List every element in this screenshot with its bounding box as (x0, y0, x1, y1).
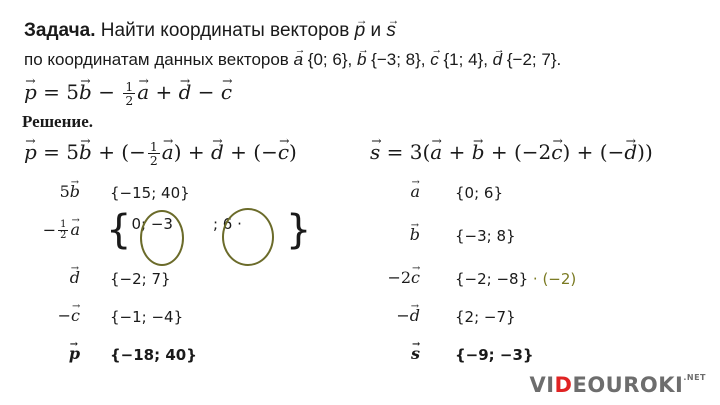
vector-b-coords: {−3; 8}, (371, 50, 426, 69)
formula-c: → c (221, 80, 232, 104)
solution-label: Решение. (22, 112, 93, 131)
right-row1-value: {0; 6} (455, 184, 503, 202)
formula-c: → c (278, 140, 289, 164)
formula-part: − (197, 80, 215, 105)
result-p-label: → p (40, 344, 80, 363)
task-condition (24, 50, 561, 70)
formula-part: )) (637, 140, 653, 164)
row2-label: − $\frac{1}{2}$ → a (30, 220, 80, 242)
highlight-ellipse (140, 210, 184, 266)
formula-part: = 3( (386, 140, 431, 164)
formula-part: + (155, 80, 173, 105)
right-row2-label: → b (385, 225, 420, 244)
s-expansion-formula (370, 140, 653, 164)
vector-p: → p (355, 20, 366, 42)
formula-s: → s (370, 140, 380, 164)
formula-part: + (448, 140, 466, 164)
right-row3-label: −2→ c (370, 268, 420, 287)
p-definition-formula (24, 80, 232, 107)
formula-c: → c (551, 140, 562, 164)
result-p-value: {−18; 40} (110, 346, 197, 364)
formula-part: ) + (173, 140, 205, 165)
vector-d-coords: {−2; 7}. (506, 50, 562, 69)
formula-d: → d (179, 80, 192, 104)
row4-label: −→ c (40, 306, 80, 325)
right-row4-label: −→ d (380, 306, 420, 325)
formula-p: → p (24, 80, 37, 104)
formula-part: + (−2 (490, 140, 552, 164)
right-row3-value: {−2; −8} · (−2) (455, 270, 577, 288)
formula-b: → b (472, 140, 485, 164)
highlight-ellipse (222, 208, 274, 266)
right-row2-value: {−3; 8} (455, 227, 516, 245)
vector-s: → s (386, 20, 396, 42)
vector-a-coords: {0; 6}, (307, 50, 353, 69)
row1-label: 5→ b (40, 182, 80, 201)
row2-value: {0; −3 ; 6 · } (106, 207, 312, 253)
task-heading: Задача. (24, 20, 96, 41)
vector-b: → b (357, 50, 366, 70)
row3-value: {−2; 7} (110, 270, 171, 288)
fraction-one-half: $\frac{1}{2}$ (125, 79, 134, 109)
row1-value: {−15; 40} (110, 184, 190, 202)
vector-c-coords: {1; 4}, (443, 50, 488, 69)
formula-b: → b (79, 140, 92, 164)
row4-value: {−1; −4} (110, 308, 184, 326)
result-s-label: → s (385, 344, 420, 363)
vector-c: → c (430, 50, 439, 70)
task-statement (24, 20, 396, 42)
task-and: и (370, 20, 382, 41)
p-expansion-formula (24, 140, 297, 167)
formula-part: ) + (− (562, 140, 625, 164)
right-row1-label: → a (385, 182, 420, 201)
formula-part: + (− (230, 140, 278, 165)
right-row4-value: {2; −7} (455, 308, 516, 326)
formula-part: = 5 (43, 80, 80, 105)
vector-d: → d (493, 50, 502, 70)
formula-part: − (98, 80, 115, 105)
formula-a: → a (162, 140, 174, 164)
formula-part: ) (289, 140, 297, 165)
videouroki-logo: $VIDEOUROKI^{.NET}$ (529, 373, 706, 397)
task-text: Найти координаты векторов (100, 20, 350, 41)
vector-a: → a (294, 50, 303, 70)
condition-prefix: по координатам данных векторов (24, 50, 289, 69)
formula-b: → b (79, 80, 92, 104)
fraction-one-half: $\frac{1}{2}$ (149, 139, 158, 169)
result-s-value: {−9; −3} (455, 346, 534, 364)
row3-label: → d (40, 268, 80, 287)
formula-d: → d (624, 140, 637, 164)
formula-part: + (− (98, 140, 146, 165)
formula-a: → a (137, 80, 149, 104)
formula-a: → a (430, 140, 442, 164)
formula-d: → d (211, 140, 224, 164)
formula-part: = 5 (43, 140, 80, 165)
formula-p: → p (24, 140, 37, 164)
